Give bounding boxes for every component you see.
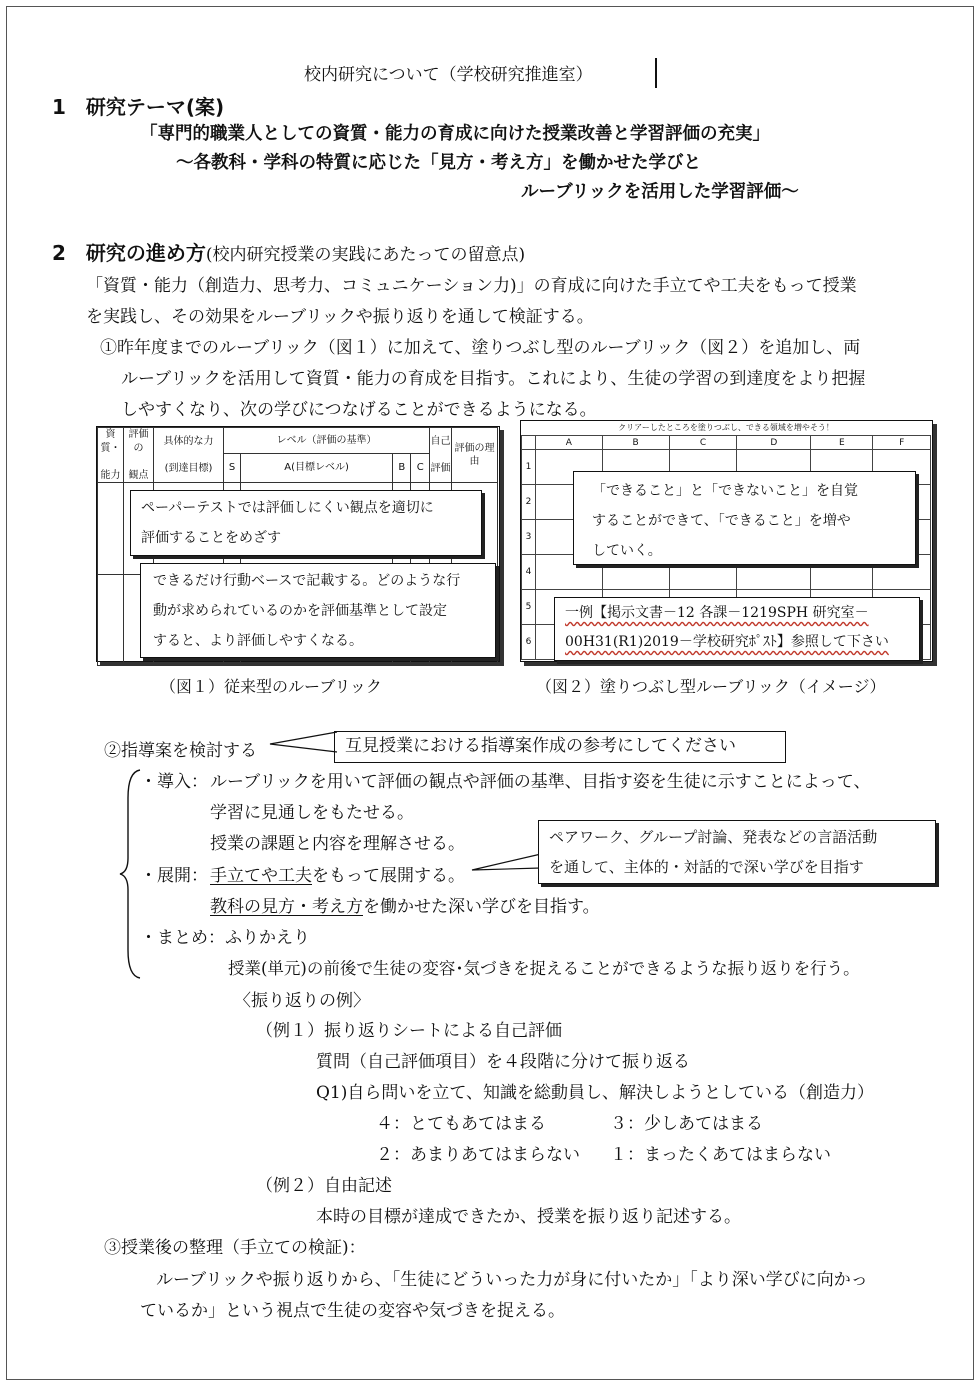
scale-4: ４：とてもあてはまる bbox=[376, 1114, 546, 1134]
section2-intro-1: 「資質・能力（創造力、思考力、コミュニケーション力)」の育成に向けた手立てや工夫をもって授業 bbox=[86, 276, 857, 296]
development-line-1: 手立てや工夫をもって展開する。 bbox=[210, 866, 465, 886]
callout-pointer-arrow bbox=[268, 730, 338, 758]
header-specific-power: 具体的な力 (到達目標) bbox=[154, 428, 224, 483]
figure2-reference-note: 一例【掲示文書－12 各課－1219SPH 研究室－ 00H31(R1)2019－学校研究ﾎﾟｽﾄ】参照して下さい bbox=[554, 597, 920, 661]
grid-row-2: 2 bbox=[522, 485, 536, 520]
dev-callout-pointer bbox=[470, 850, 542, 880]
document-title: 校内研究について（学校研究推進室） bbox=[304, 65, 593, 85]
section2-heading-row bbox=[52, 237, 525, 266]
development-label: ・展開： bbox=[140, 866, 208, 886]
example2-label: （例２）自由記述 bbox=[256, 1176, 392, 1196]
header-self-eval: 自己 評価 bbox=[430, 428, 452, 483]
figure1-callout-2: できるだけ行動ベースで記載する。どのような行 動が求められているのかを評価基準として設定 すると、より評価しやすくなる。 bbox=[140, 563, 496, 658]
figure1-rubric bbox=[96, 426, 500, 662]
item3-label: ③授業後の整理（手立ての検証)： bbox=[104, 1238, 366, 1258]
figure2-header: クリアーしたところを塗りつぶし、できる領域を増やそう！ bbox=[618, 423, 834, 432]
header-level-a: A(目標レベル) bbox=[241, 454, 393, 483]
item2-callout-box: 互見授業における指導案作成の参考にしてください bbox=[334, 731, 786, 763]
figure1-caption: （図１）従来型のルーブリック bbox=[160, 677, 382, 696]
grid-col-b: B bbox=[602, 436, 669, 450]
header-level-c: C bbox=[411, 454, 430, 483]
example1-label: （例１）振り返りシートによる自己評価 bbox=[256, 1021, 562, 1041]
example1-line-1: 質問（自己評価項目）を４段階に分けて振り返る bbox=[316, 1052, 690, 1072]
grid-row-4: 4 bbox=[522, 555, 536, 590]
intro-label: ・導入： bbox=[140, 772, 208, 792]
section2-heading: 2 研究の進め方 bbox=[52, 241, 206, 265]
section2-intro-2: を実践し、その効果をルーブリックや振り返りを通して検証する。 bbox=[86, 307, 594, 327]
figure2-callout: 「できること」と「できないこと」を自覚 することができて、「できること」を増や していく。 bbox=[573, 471, 916, 565]
item1-line-2: ルーブリックを活用して資質・能力の育成を目指す。これにより、生徒の学習の到達度をより把握 bbox=[121, 369, 866, 389]
figure2-rubric bbox=[520, 420, 933, 662]
section1-heading: 1 研究テーマ(案) bbox=[52, 95, 225, 119]
grid-col-a: A bbox=[536, 436, 603, 450]
examples-heading: 〈振り返りの例〉 bbox=[234, 991, 370, 1011]
example1-question: Q1)自ら問いを立て、知識を総動員し、解決しようとしている（創造力） bbox=[316, 1083, 875, 1103]
theme-line-3: ルーブリックを活用した学習評価～ bbox=[521, 182, 799, 202]
figure1-callout-1: ペーパーテストでは評価しにくい観点を適切に 評価することをめざす bbox=[130, 490, 482, 556]
example2-line-1: 本時の目標が達成できたか、授業を振り返り記述する。 bbox=[316, 1207, 741, 1227]
grid-col-f: F bbox=[873, 436, 931, 450]
development-line-2: 教科の見方・考え方を働かせた深い学びを目指す。 bbox=[210, 897, 600, 917]
header-level: レベル（評価の基準） bbox=[224, 428, 430, 454]
header-level-b: B bbox=[393, 454, 411, 483]
item1-line-1: ①昨年度までのルーブリック（図１）に加えて、塗りつぶし型のルーブリック（図２）を追加し、両 bbox=[100, 338, 861, 358]
scale-2: ２：あまりあてはまらない bbox=[376, 1145, 580, 1165]
summary-label: ・まとめ：ふりかえり bbox=[140, 928, 310, 948]
intro-text-1: ルーブリックを用いて評価の観点や評価の基準、目指す姿を生徒に示すことによって、 bbox=[210, 772, 871, 792]
item3-line-1: ルーブリックや振り返りから、「生徒にどういった力が身に付いたか」「より深い学びに向かっ bbox=[156, 1270, 868, 1290]
grid-row-5: 5 bbox=[522, 590, 536, 625]
development-callout: ペアワーク、グループ討論、発表などの言語活動 を通して、主体的・対話的で深い学びを目指す bbox=[538, 820, 936, 884]
summary-text: 授業(単元)の前後で生徒の変容･気づきを捉えることができるような振り返りを行う。 bbox=[228, 959, 860, 978]
scale-1: １：まったくあてはまらない bbox=[610, 1145, 831, 1165]
grid-col-e: E bbox=[811, 436, 873, 450]
text-cursor bbox=[655, 58, 657, 88]
grid-row-3: 3 bbox=[522, 520, 536, 555]
grid-row-6: 6 bbox=[522, 625, 536, 660]
intro-text-2: 学習に見通しをもたせる。 bbox=[210, 803, 414, 823]
header-reason: 評価の理由 bbox=[452, 428, 498, 483]
figure2-caption: （図２）塗りつぶし型ルーブリック（イメージ） bbox=[536, 677, 886, 696]
grid-col-d: D bbox=[737, 436, 811, 450]
scale-3: ３：少しあてはまる bbox=[610, 1114, 763, 1134]
header-level-s: S bbox=[224, 454, 241, 483]
grid-col-c: C bbox=[669, 436, 737, 450]
theme-line-2: ～各教科・学科の特質に応じた「見方・考え方」を働かせた学びと bbox=[176, 153, 701, 173]
grid-row-1: 1 bbox=[522, 450, 536, 485]
item1-line-3: しやすくなり、次の学びにつなげることができるようになる。 bbox=[121, 400, 597, 420]
header-viewpoint: 評価の 観点 bbox=[124, 428, 154, 483]
intro-text-3: 授業の課題と内容を理解させる。 bbox=[210, 834, 465, 854]
item3-line-2: ているか」という視点で生徒の変容や気づきを捉える。 bbox=[140, 1301, 565, 1321]
section2-heading-note: (校内研究授業の実践にあたっての留意点) bbox=[205, 245, 526, 265]
item2-label: ②指導案を検討する bbox=[104, 741, 257, 761]
theme-line-1: 「専門的職業人としての資質・能力の育成に向けた授業改善と学習評価の充実」 bbox=[140, 124, 770, 144]
header-ability: 資質・ 能力 bbox=[98, 428, 124, 483]
